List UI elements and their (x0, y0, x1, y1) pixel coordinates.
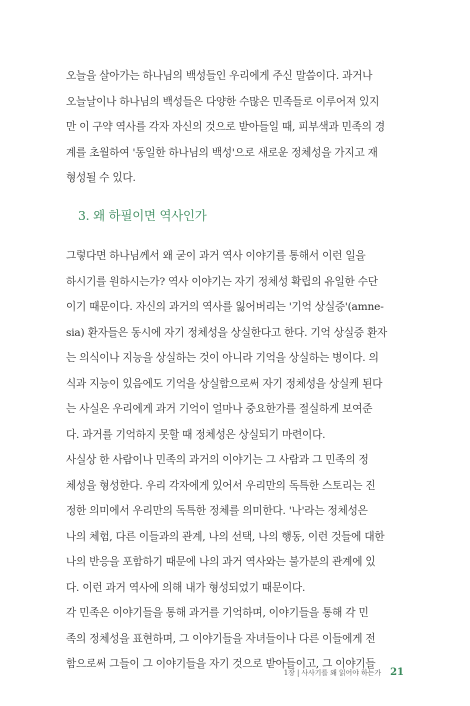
text-line: 다. 이런 과거 역사에 의해 내가 형성되었기 때문이다. (66, 581, 306, 594)
text-line: 나의 체험, 다른 이들과의 관계, 나의 선택, 나의 행동, 이런 것들에 대한 (66, 530, 385, 543)
text-line: 다. 과거를 기억하지 못할 때 정체성은 상실되기 마련이다. (66, 428, 326, 441)
text-line: 각 민족은 이야기들을 통해 과거를 기억하며, 이야기들을 통해 각 민 (66, 607, 369, 619)
text-line: 는 사실은 우리에게 과거 기억이 얼마나 중요한가를 절실하게 보여준 (66, 403, 373, 415)
text-line: 사실상 한 사람이나 민족의 과거의 이야기는 그 사람과 그 민족의 정 (66, 454, 369, 466)
text-line: 나의 반응을 포함하기 때문에 나의 과거 역사와는 불가분의 관계에 있 (66, 556, 376, 568)
text-line: 식과 지능이 있음에도 기억을 상실함으로써 자기 정체성을 상실케 된다 (66, 377, 383, 390)
text-line: 그렇다면 하나님께서 왜 굳이 과거 역사 이야기를 통해서 이런 일을 (66, 250, 366, 262)
text-line: 체성을 형성한다. 우리 각자에게 있어서 우리만의 독특한 스토리는 진 (66, 479, 376, 492)
text-line: 는 의식이나 지능을 상실하는 것이 아니라 기억을 상실하는 병이다. 의 (66, 352, 379, 364)
page-number: 21 (390, 667, 404, 678)
text-line: 계를 초월하여 '동일한 하나님의 백성'으로 새로운 정체성을 가지고 재 (66, 146, 378, 159)
section-heading: 3. 왜 하필이면 역사인가 (78, 208, 207, 223)
text-line: 족의 정체성을 표현하며, 그 이야기들을 자녀들이나 다른 이들에게 전 (66, 632, 376, 645)
text-line: 만 이 구약 역사를 각자 자신의 것으로 받아들일 때, 피부색과 민족의 경 (66, 121, 385, 133)
text-line: 함으로써 그들이 그 이야기들을 자기 것으로 받아들이고, 그 이야기들 (66, 658, 376, 670)
page-footer (0, 660, 404, 679)
running-header: 1장 | 사사기를 왜 읽어야 하는가 (283, 669, 381, 677)
text-line: 정한 의미에서 우리만의 독특한 정체를 의미한다. '나'라는 정체성은 (66, 505, 368, 517)
text-line: sia) 환자들은 동시에 자기 정체성을 상실한다고 한다. 기억 상실증 환자 (66, 326, 388, 339)
text-line: 오늘을 살아가는 하나님의 백성들인 우리에게 주신 말씀이다. 과거나 (66, 70, 373, 82)
text-line: 하시기를 원하시는가? 역사 이야기는 자기 정체성 확립의 유일한 수단 (66, 275, 378, 288)
text-line: 이기 때문이다. 자신의 과거의 역사를 잃어버리는 '기억 상실증'(amne- (66, 301, 384, 313)
paragraph-intro (66, 64, 402, 192)
text-line: 오늘날이나 하나님의 백성들은 다양한 수많은 민족들로 이루어져 있지 (66, 95, 380, 108)
paragraph-body (66, 244, 402, 678)
text-line: 형성될 수 있다. (66, 172, 136, 184)
